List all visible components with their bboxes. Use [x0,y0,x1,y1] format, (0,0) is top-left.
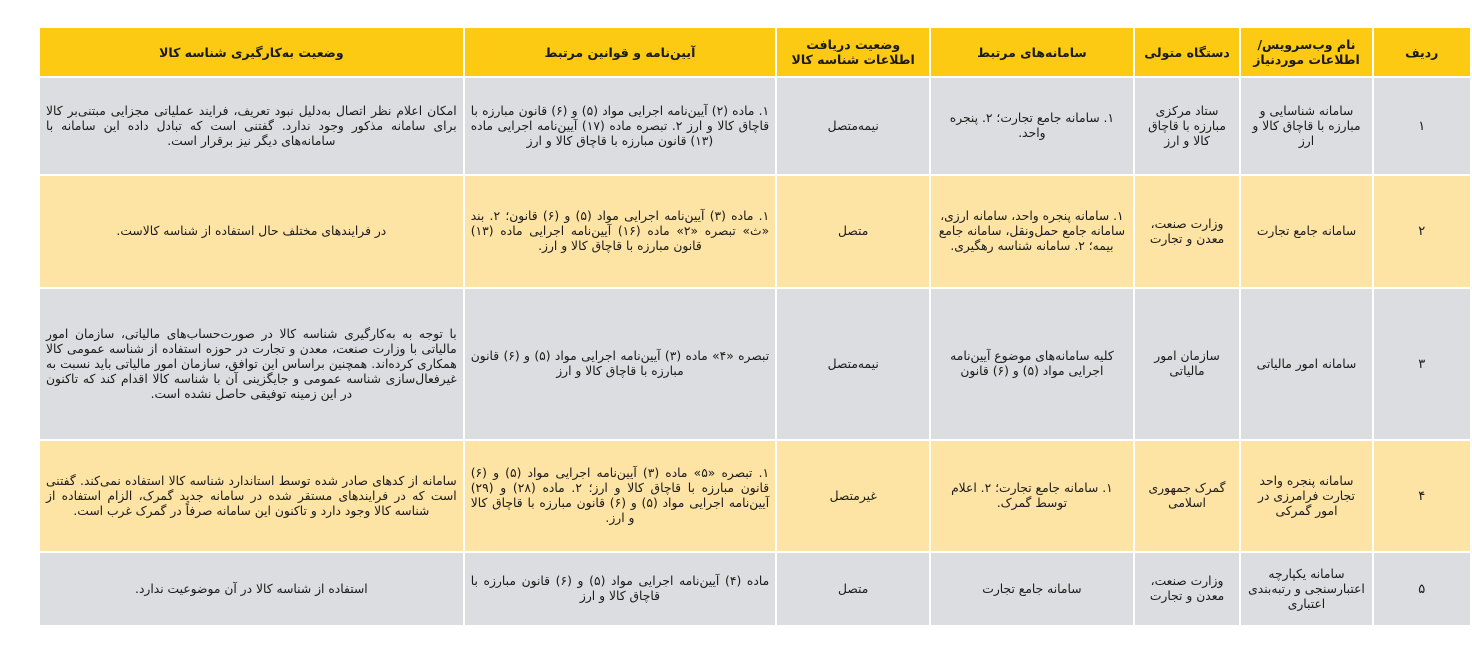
header-service: نام وب‌سرویس/ اطلاعات موردنیاز [1241,28,1371,76]
usage-cell: با توجه به به‌کارگیری شناسه کالا در صورت‌حساب‌های مالیاتی، سازمان امور مالیاتی با وزارت صنعت، معدن و تجارت در حوزه استفاده از شناسه عمومی کالا همکاری کرده‌اند. همچنین براساس این توافق، سازمان امور مالیاتی باید نسبت به غیرفعال‌سازی شناسه عمومی و جایگزینی آن با شناسه کالا اقدام کند که تاکنون در این زمینه توفیقی حاصل نشده است. [40,289,463,439]
table-row [40,553,1470,625]
laws-cell: ۱. ماده (۳) آیین‌نامه اجرایی مواد (۵) و (۶) قانون؛ ۲. بند «ث» تبصره «۲» ماده (۱۶) آیین‌نامه اجرایی ماده (۱۳) قانون مبارزه با قاچاق کالا و ارز. [465,176,775,287]
row-number: ۳ [1374,289,1470,439]
organization-cell: سازمان امور مالیاتی [1135,289,1240,439]
systems-cell: سامانه جامع تجارت [931,553,1132,625]
organization-cell: گمرک جمهوری اسلامی [1135,441,1240,551]
systems-cell: ۱. سامانه جامع تجارت؛ ۲. اعلام توسط گمرک. [931,441,1132,551]
laws-cell: ۱. ماده (۲) آیین‌نامه اجرایی مواد (۵) و (۶) قانون مبارزه با قاچاق کالا و ارز ۲. تبصره ماده (۱۷) آیین‌نامه اجرایی ماده (۱۳) قانون مبارزه با قاچاق کالا و ارز [465,78,775,174]
service-cell: سامانه شناسایی و مبارزه با قاچاق کالا و ارز [1241,78,1371,174]
service-cell: سامانه جامع تجارت [1241,176,1371,287]
header-organization: دستگاه متولی [1135,28,1240,76]
header-row [40,28,1470,76]
status-cell: متصل [777,553,929,625]
row-number: ۵ [1374,553,1470,625]
laws-cell: تبصره «۴» ماده (۳) آیین‌نامه اجرایی مواد (۵) و (۶) قانون مبارزه با قاچاق کالا و ارز [465,289,775,439]
service-cell: سامانه یکپارچه اعتبارسنجی و رتبه‌بندی اعتباری [1241,553,1371,625]
status-cell: نیمه‌متصل [777,289,929,439]
service-cell: سامانه پنجره واحد تجارت فرامرزی در امور گمرکی [1241,441,1371,551]
usage-cell: در فرایندهای مختلف حال استفاده از شناسه کالاست. [40,176,463,287]
row-number: ۴ [1374,441,1470,551]
header-laws: آیین‌نامه و قوانین مرتبط [465,28,775,76]
organization-cell: وزارت صنعت، معدن و تجارت [1135,176,1240,287]
laws-cell: ماده (۴) آیین‌نامه اجرایی مواد (۵) و (۶) قانون مبارزه با قاچاق کالا و ارز [465,553,775,625]
usage-cell: امکان اعلام نظر اتصال به‌دلیل نبود تعریف، فرایند عملیاتی مجزایی مبتنی‌بر کالا برای سامانه مذکور وجود ندارد. گفتنی است که تبادل داده این سامانه با سامانه‌های دیگر نیز برقرار است. [40,78,463,174]
header-status: وضعیت دریافت اطلاعات شناسه کالا [777,28,929,76]
table-row [40,78,1470,174]
goods-id-table [38,26,1472,627]
organization-cell: ستاد مرکزی مبارزه با قاچاق کالا و ارز [1135,78,1240,174]
header-row-number: ردیف [1374,28,1470,76]
systems-cell: ۱. سامانه جامع تجارت؛ ۲. پنجره واحد. [931,78,1132,174]
systems-cell: کلیه سامانه‌های موضوع آیین‌نامه اجرایی مواد (۵) و (۶) قانون [931,289,1132,439]
table-container [38,26,1439,626]
usage-cell: سامانه از کدهای صادر شده توسط استاندارد شناسه کالا استفاده نمی‌کند. گفتنی است که در فرایندهای مستقر شده در سامانه جدید گمرک، الزام استفاده از شناسه کالا وجود دارد و تاکنون این سامانه صرفاً در گمرک غرب است. [40,441,463,551]
usage-cell: استفاده از شناسه کالا در آن موضوعیت ندارد. [40,553,463,625]
table-row [40,441,1470,551]
status-cell: غیرمتصل [777,441,929,551]
laws-cell: ۱. تبصره «۵» ماده (۳) آیین‌نامه اجرایی مواد (۵) و (۶) قانون مبارزه با قاچاق کالا و ارز؛ ۲. ماده (۲۸) و (۲۹) آیین‌نامه اجرایی مواد (۵) و (۶) قانون مبارزه با قاچاق کالا و ارز. [465,441,775,551]
row-number: ۱ [1374,78,1470,174]
header-usage: وضعیت به‌کارگیری شناسه کالا [40,28,463,76]
organization-cell: وزارت صنعت، معدن و تجارت [1135,553,1240,625]
row-number: ۲ [1374,176,1470,287]
status-cell: نیمه‌متصل [777,78,929,174]
systems-cell: ۱. سامانه پنجره واحد، سامانه ارزی، سامانه جامع حمل‌ونقل، سامانه جامع بیمه؛ ۲. سامانه شناسه رهگیری. [931,176,1132,287]
table-row [40,176,1470,287]
table-row [40,289,1470,439]
service-cell: سامانه امور مالیاتی [1241,289,1371,439]
header-related-systems: سامانه‌های مرتبط [931,28,1132,76]
status-cell: متصل [777,176,929,287]
